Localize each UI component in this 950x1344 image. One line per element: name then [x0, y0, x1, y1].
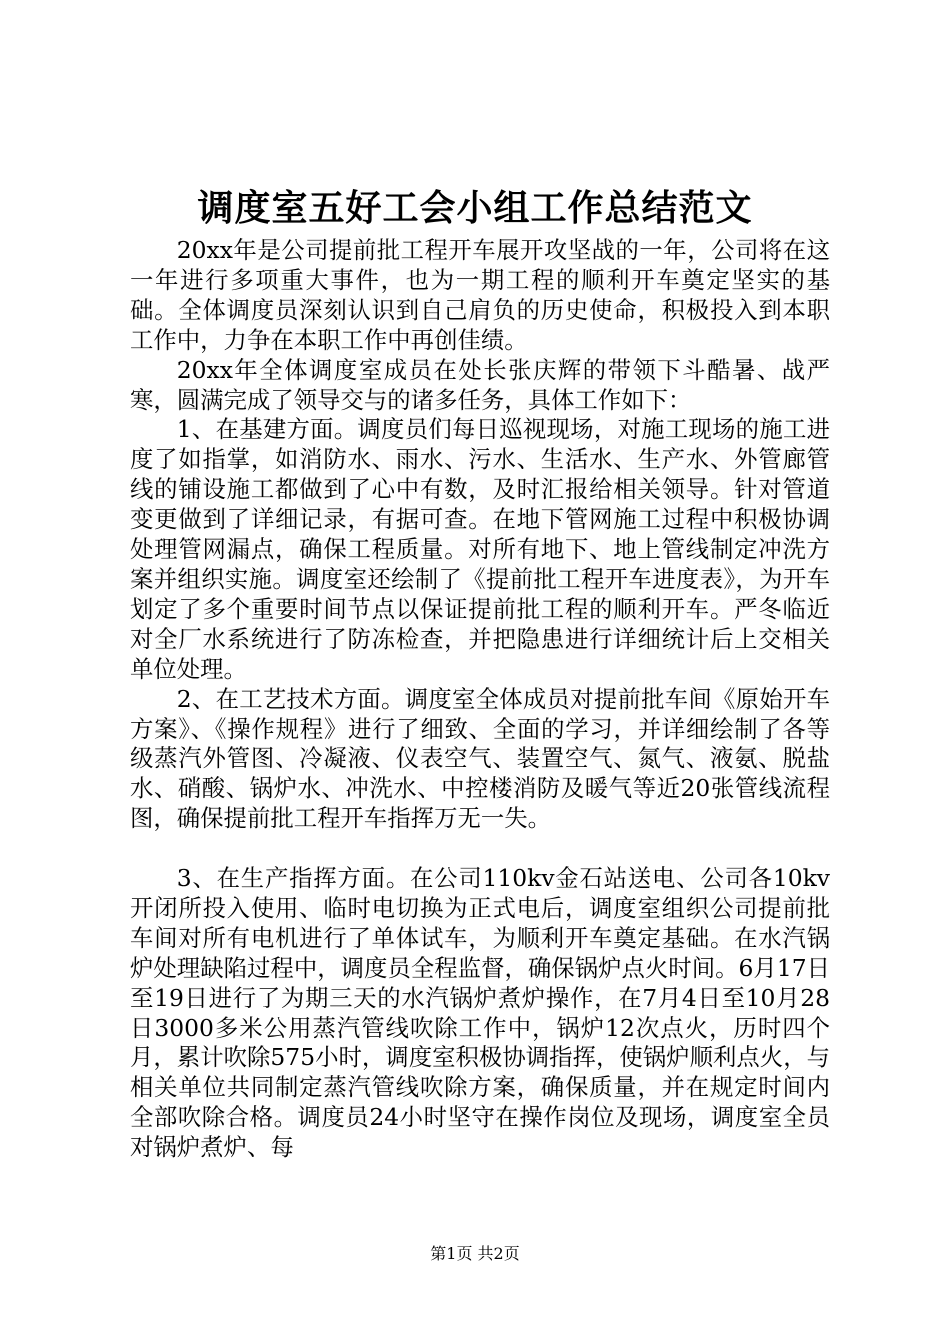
paragraph-construction: 1、在基建方面。调度员们每日巡视现场，对施工现场的施工进度了如指掌，如消防水、雨水、污水、生活水、生产水、外管廊管线的铺设施工都做到了心中有数，及时汇报给相关领导。针对管道变更做到了详细记录，有据可查。在地下管网施工过程中积极协调处理管网漏点，确保工程质量。对所有地下、地上管线制定冲洗方案并组织实施。调度室还绘制了《提前批工程开车进度表》，为开车划定了多个重要时间节点以保证提前批工程的顺利开车。严冬临近对全厂水系统进行了防冻检查，并把隐患进行详细统计后上交相关单位处理。: [130, 415, 830, 683]
paragraph-process-technology: 2、在工艺技术方面。调度室全体成员对提前批车间《原始开车方案》、《操作规程》进行了细致、全面的学习，并详细绘制了各等级蒸汽外管图、冷凝液、仪表空气、装置空气、氮气、液氨、脱盐水、硝酸、锅炉水、冲洗水、中控楼消防及暖气等近20张管线流程图，确保提前批工程开车指挥万无一失。: [130, 684, 830, 833]
paragraph-spacer: [130, 834, 830, 864]
paragraph-production-command: 3、在生产指挥方面。在公司110kv金石站送电、公司各10kv开闭所投入使用、临时电切换为正式电后，调度室组织公司提前批车间对所有电机进行了单体试车，为顺利开车奠定基础。在水汽锅炉处理缺陷过程中，调度员全程监督，确保锅炉点火时间。6月17日至19日进行了为期三天的水汽锅炉煮炉操作，在7月4日至10月28日3000多米公用蒸汽管线吹除工作中，锅炉12次点火，历时四个月，累计吹除575小时，调度室积极协调指挥，使锅炉顺利点火，与相关单位共同制定蒸汽管线吹除方案，确保质量，并在规定时间内全部吹除合格。调度员24小时坚守在操作岗位及现场，调度室全员对锅炉煮炉、每: [130, 864, 830, 1162]
paragraph-intro: 20xx年是公司提前批工程开车展开攻坚战的一年，公司将在这一年进行多项重大事件，也为一期工程的顺利开车奠定坚实的基础。全体调度员深刻认识到自己肩负的历史使命，积极投入到本职工作中，力争在本职工作中再创佳绩。: [130, 236, 830, 354]
document-title: 调度室五好工会小组工作总结范文: [197, 187, 753, 229]
document-body: [130, 236, 830, 1163]
page-number-footer: 第1页 共2页: [430, 1244, 520, 1263]
paragraph-overview: 20xx年全体调度室成员在处长张庆辉的带领下斗酷暑、战严寒，圆满完成了领导交与的诸多任务，具体工作如下：: [130, 355, 830, 414]
